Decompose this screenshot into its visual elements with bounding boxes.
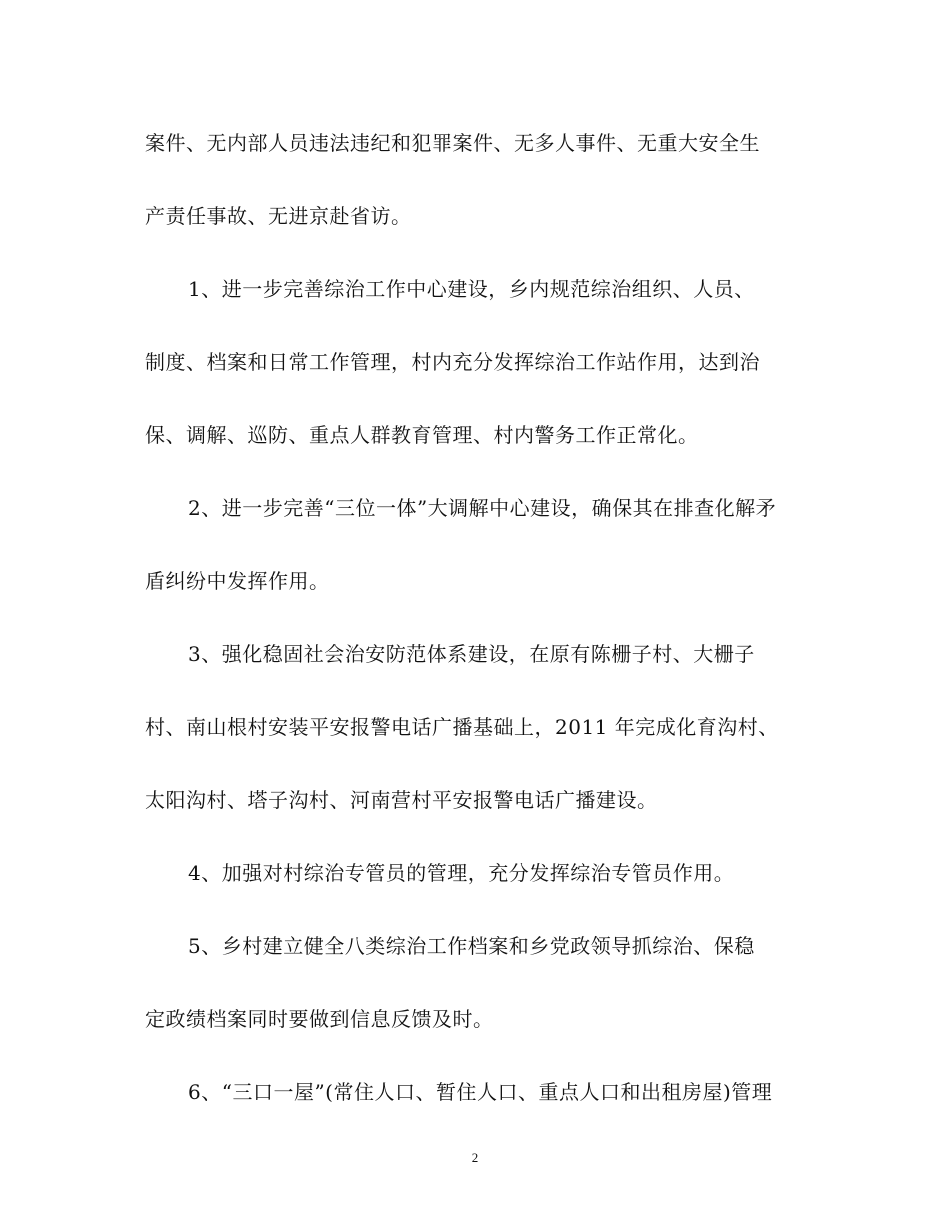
text-line-7: 盾纠纷中发挥作用。 [145,569,330,593]
page-number: 2 [471,1150,479,1165]
text-line-12: 5、乡村建立健全八类综治工作档案和乡党政领导抓综治、保稳 [188,934,755,958]
text-line-6: 2、进一步完善“三位一体”大调解中心建设，确保其在排查化解矛 [188,496,777,520]
text-line-11: 4、加强对村综治专管员的管理，充分发挥综治专管员作用。 [188,861,735,885]
text-line-9: 村、南山根村安装平安报警电话广播基础上，2011 年完成化育沟村、 [145,715,779,739]
text-line-10: 太阳沟村、塔子沟村、河南营村平安报警电话广播建设。 [145,788,658,812]
text-line-5: 保、调解、巡防、重点人群教育管理、村内警务工作正常化。 [145,423,699,447]
text-line-14: 6、“三口一屋”(常住人口、暂住人口、重点人口和出租房屋)管理 [188,1080,773,1104]
text-line-4: 制度、档案和日常工作管理，村内充分发挥综治工作站作用，达到治 [145,350,760,374]
text-line-8: 3、强化稳固社会治安防范体系建设，在原有陈栅子村、大栅子 [188,642,755,666]
text-line-3: 1、进一步完善综治工作中心建设，乡内规范综治组织、人员、 [188,277,755,301]
text-line-2: 产责任事故、无进京赴省访。 [145,204,412,228]
text-line-1: 案件、无内部人员违法违纪和犯罪案件、无多人事件、无重大安全生 [145,131,760,155]
text-line-13: 定政绩档案同时要做到信息反馈及时。 [145,1007,494,1031]
